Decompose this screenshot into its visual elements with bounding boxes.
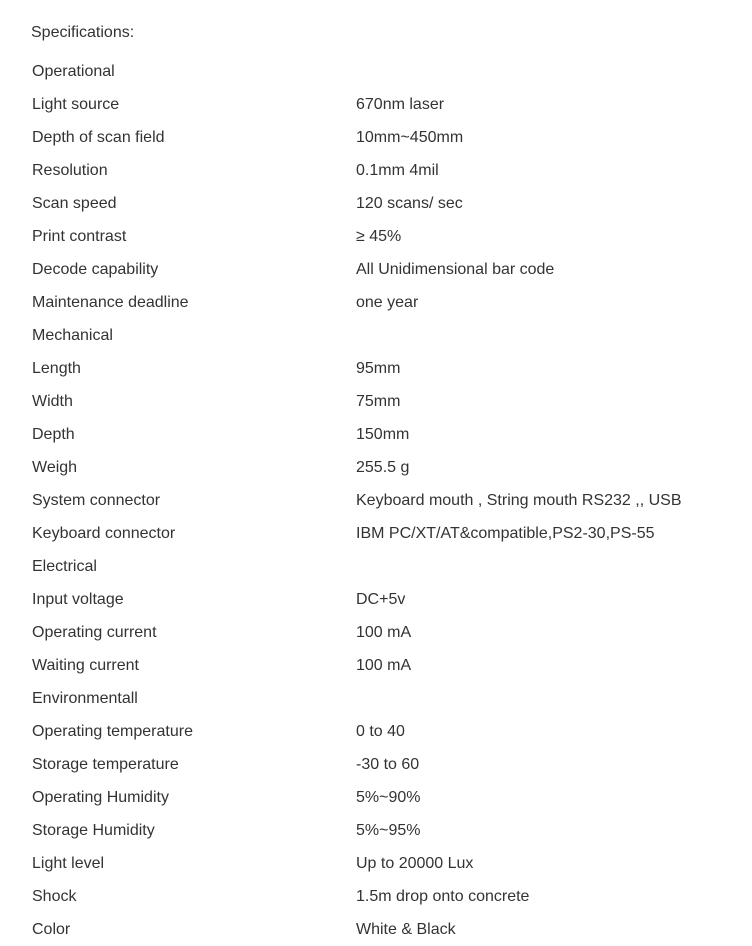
spec-row [32,286,732,319]
spec-label: Maintenance deadline [32,293,189,311]
spec-label: Print contrast [32,227,127,245]
spec-label: Operating temperature [32,722,193,740]
spec-row [32,781,732,814]
spec-row [32,154,732,187]
spec-row [32,484,732,517]
spec-row [32,682,732,715]
spec-row [32,913,732,946]
spec-label: Storage temperature [32,755,179,773]
spec-label: Operational [32,62,115,80]
specifications-table [32,55,732,946]
spec-value: 1.5m drop onto concrete [356,887,530,905]
spec-value: one year [356,293,419,311]
spec-row [32,55,732,88]
spec-label: Waiting current [32,656,139,674]
spec-label: Electrical [32,557,97,575]
spec-row [32,847,732,880]
spec-row [32,715,732,748]
spec-row [32,187,732,220]
spec-row [32,220,732,253]
spec-value: 100 mA [356,623,412,641]
spec-value: 10mm~450mm [356,128,464,146]
spec-row [32,649,732,682]
spec-value: IBM PC/XT/AT&compatible,PS2-30,PS-55 [356,524,655,542]
spec-value: Up to 20000 Lux [356,854,474,872]
spec-value: All Unidimensional bar code [356,260,555,278]
spec-value: DC+5v [356,590,406,608]
spec-row [32,319,732,352]
spec-row [32,583,732,616]
spec-value: ≥ 45% [356,227,402,245]
spec-row [32,121,732,154]
spec-row [32,880,732,913]
spec-label: Color [32,920,71,938]
spec-label: Length [32,359,81,377]
spec-row [32,748,732,781]
spec-label: Decode capability [32,260,159,278]
spec-label: Input voltage [32,590,124,608]
spec-value: 95mm [356,359,401,377]
spec-label: Keyboard connector [32,524,176,542]
spec-value: White & Black [356,920,456,938]
spec-label: System connector [32,491,161,509]
specifications-heading: Specifications: [31,24,135,41]
spec-label: Operating current [32,623,157,641]
spec-label: Width [32,392,73,410]
spec-row [32,451,732,484]
spec-row [32,418,732,451]
spec-value: 5%~90% [356,788,421,806]
spec-value: -30 to 60 [356,755,420,773]
spec-label: Mechanical [32,326,113,344]
spec-value: 150mm [356,425,410,443]
spec-label: Light source [32,95,120,113]
spec-value: 75mm [356,392,401,410]
spec-label: Depth of scan field [32,128,165,146]
spec-label: Operating Humidity [32,788,169,806]
spec-label: Storage Humidity [32,821,155,839]
spec-row [32,814,732,847]
spec-row [32,616,732,649]
spec-value: 5%~95% [356,821,421,839]
spec-label: Resolution [32,161,108,179]
spec-row [32,550,732,583]
spec-row [32,253,732,286]
spec-row [32,352,732,385]
spec-value: 120 scans/ sec [356,194,463,212]
spec-label: Depth [32,425,75,443]
spec-label: Environmentall [32,689,138,707]
spec-row [32,517,732,550]
spec-value: 670nm laser [356,95,445,113]
spec-label: Weigh [32,458,78,476]
spec-value: 0.1mm 4mil [356,161,439,179]
spec-value: 100 mA [356,656,412,674]
spec-value: 255.5 g [356,458,410,476]
spec-row [32,385,732,418]
spec-row [32,88,732,121]
spec-label: Scan speed [32,194,117,212]
spec-value: 0 to 40 [356,722,405,740]
spec-value: Keyboard mouth , String mouth RS232 ,, USB [356,491,682,509]
spec-label: Light level [32,854,105,872]
spec-label: Shock [32,887,77,905]
